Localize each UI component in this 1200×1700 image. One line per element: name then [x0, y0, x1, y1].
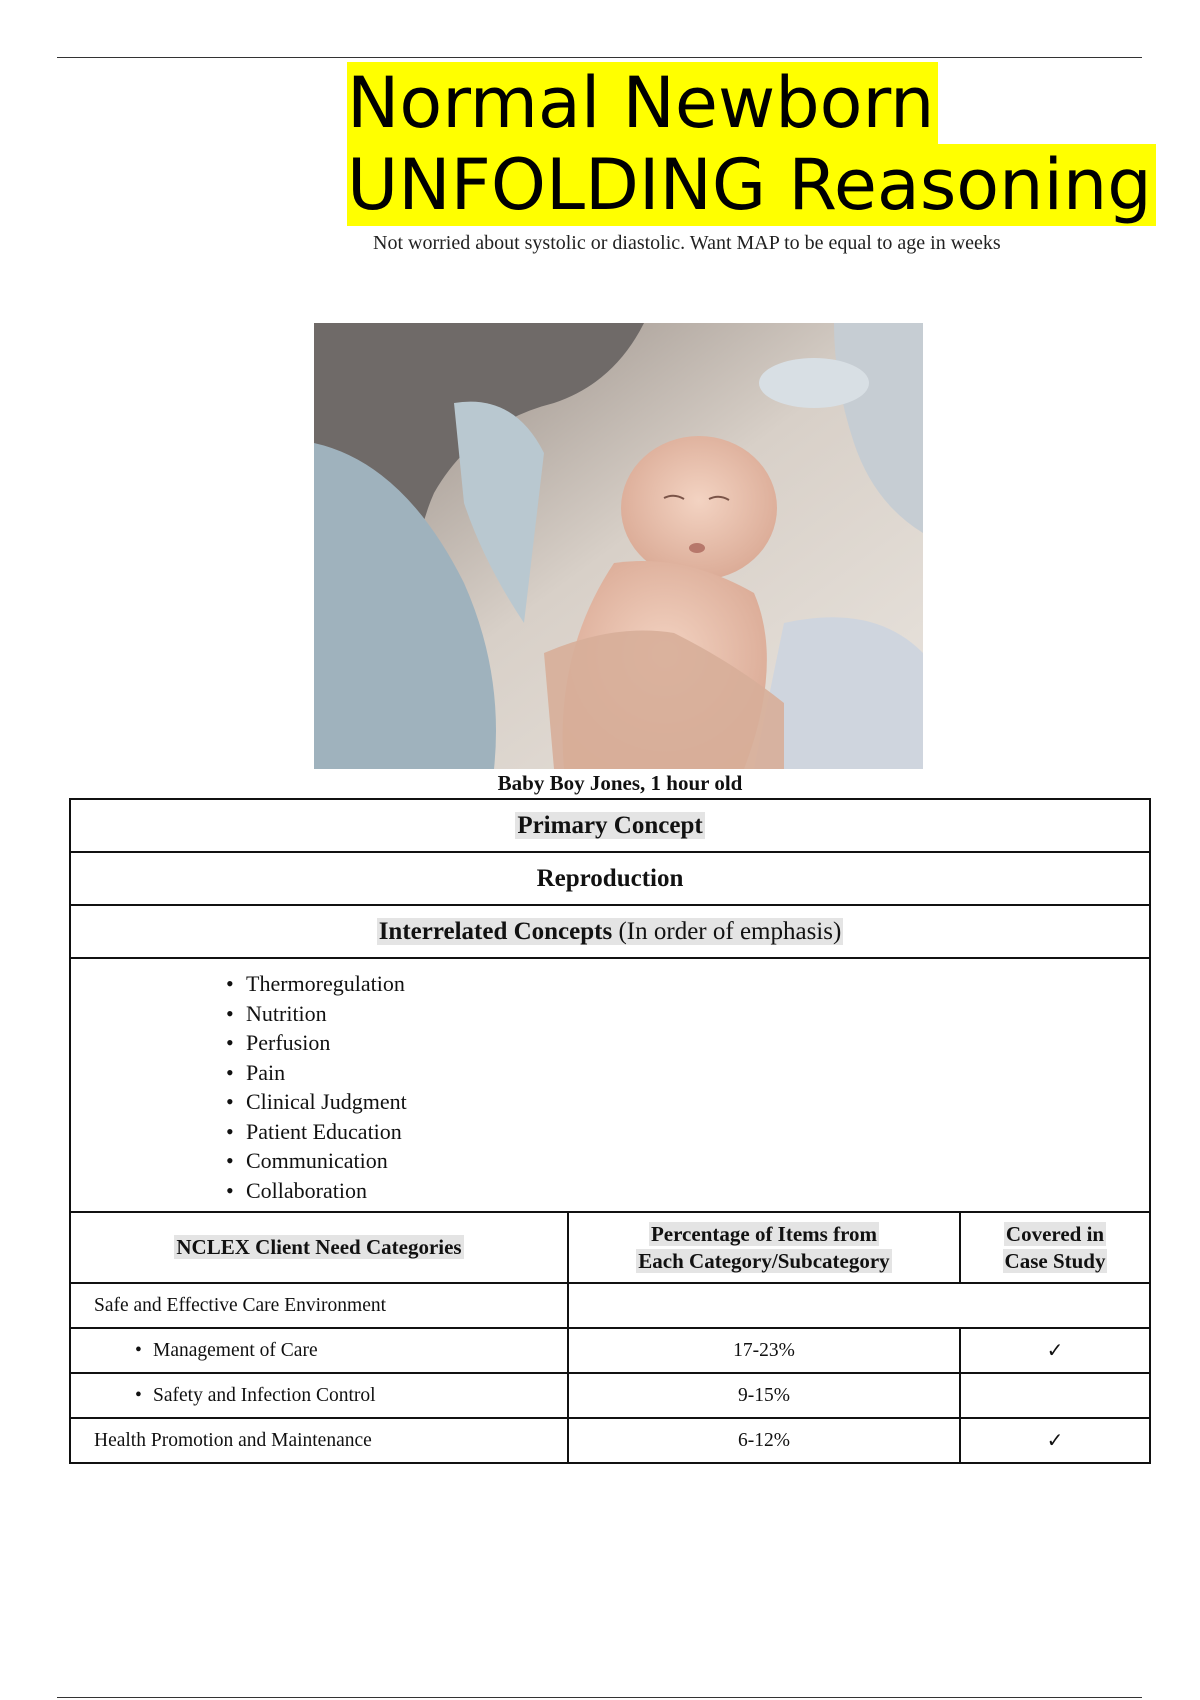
checkmark-icon: ✓ [960, 1418, 1150, 1463]
newborn-photo [314, 323, 923, 769]
row-percentage: 9-15% [568, 1373, 960, 1418]
handwritten-note: Not worried about systolic or diastolic. Want MAP to be equal to age in weeks [373, 232, 1001, 254]
primary-concept-value: Reproduction [70, 852, 1150, 905]
percentage-header: Percentage of Items from Each Category/Subcategory [568, 1212, 960, 1283]
list-item: • Pain [226, 1058, 1149, 1088]
checkmark-icon: ✓ [960, 1328, 1150, 1373]
list-item: • Nutrition [226, 999, 1149, 1029]
table-row [70, 1328, 1150, 1373]
title-line-1: Normal Newborn [347, 62, 938, 144]
list-item: • Clinical Judgment [226, 1087, 1149, 1117]
list-item: • Collaboration [226, 1176, 1149, 1206]
interrelated-concepts-list [70, 958, 1150, 1212]
title-line-2: UNFOLDING Reasoning [347, 144, 1156, 226]
table-row [70, 1283, 1150, 1328]
list-item: • Patient Education [226, 1117, 1149, 1147]
row-category: Health Promotion and Maintenance [70, 1418, 568, 1463]
primary-concept-header: Primary Concept [70, 799, 1150, 852]
row-percentage: 17-23% [568, 1328, 960, 1373]
table-row [70, 1373, 1150, 1418]
list-item: • Communication [226, 1146, 1149, 1176]
row-category: Safe and Effective Care Environment [70, 1283, 568, 1328]
photo-caption: Baby Boy Jones, 1 hour old [497, 771, 743, 795]
bottom-rule [57, 1697, 1142, 1698]
interrelated-concepts-header: Interrelated Concepts (In order of emphasis) [70, 905, 1150, 958]
top-rule [57, 57, 1142, 58]
row-category: • Management of Care [70, 1328, 568, 1373]
row-covered [960, 1373, 1150, 1418]
nclex-category-header: NCLEX Client Need Categories [70, 1212, 568, 1283]
table-row [70, 1418, 1150, 1463]
row-percentage: 6-12% [568, 1418, 960, 1463]
covered-header: Covered in Case Study [960, 1212, 1150, 1283]
row-percentage [568, 1283, 1150, 1328]
concepts-table [69, 798, 1151, 1464]
list-item: • Perfusion [226, 1028, 1149, 1058]
page-title [347, 62, 1156, 226]
list-item: • Thermoregulation [226, 969, 1149, 999]
row-category: • Safety and Infection Control [70, 1373, 568, 1418]
